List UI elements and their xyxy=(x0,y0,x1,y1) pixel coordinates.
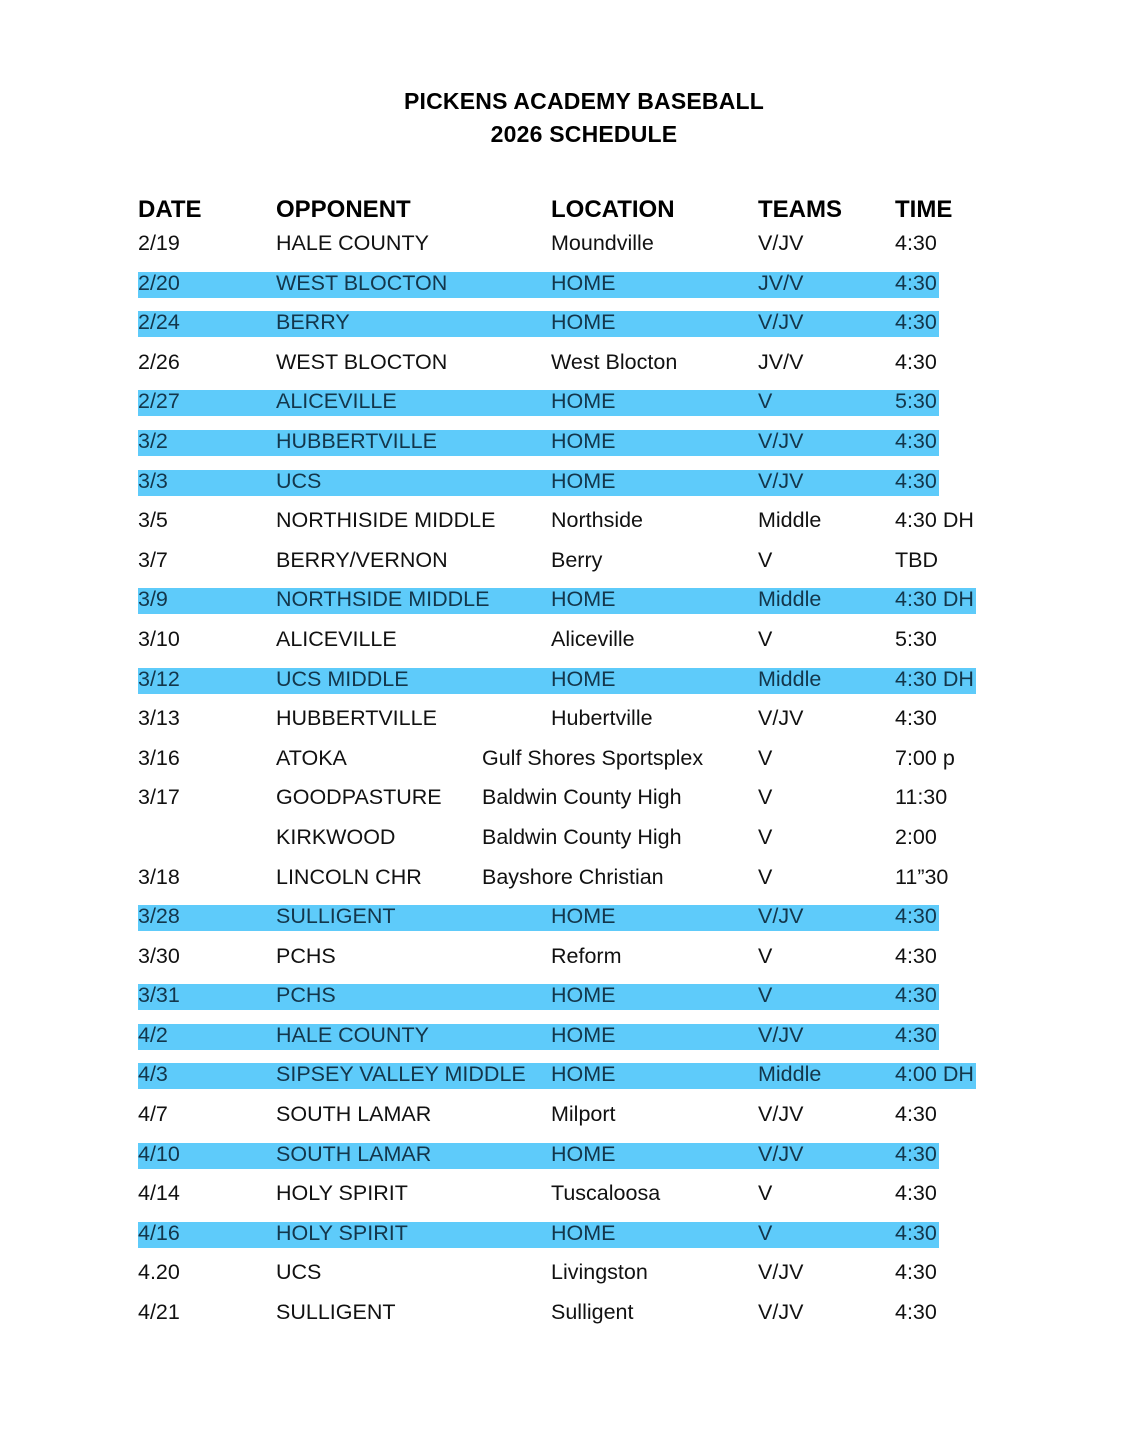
schedule-row xyxy=(0,1140,1122,1180)
cell-date: 2/24 xyxy=(138,310,180,335)
cell-teams: V xyxy=(758,983,773,1008)
cell-teams: V xyxy=(758,626,773,651)
cell-teams: V/JV xyxy=(758,468,804,493)
schedule-row xyxy=(0,585,1122,625)
cell-date: 3/5 xyxy=(138,508,168,533)
document-title: PICKENS ACADEMY BASEBALL xyxy=(403,88,765,114)
cell-location: Reform xyxy=(551,943,622,968)
cell-location: HOME xyxy=(551,468,616,493)
cell-teams: V/JV xyxy=(758,1260,804,1285)
cell-opponent: SULLIGENT xyxy=(276,1300,396,1325)
cell-location: West Blocton xyxy=(551,349,678,374)
cell-opponent: BERRY/VERNON xyxy=(276,547,448,572)
schedule-row xyxy=(0,467,1122,507)
cell-time: 4:30 xyxy=(895,1102,937,1127)
cell-date: 2/19 xyxy=(138,231,180,255)
cell-opponent: ALICEVILLE xyxy=(276,389,397,414)
schedule-row xyxy=(0,744,1122,784)
schedule-table xyxy=(0,229,1122,1338)
schedule-row xyxy=(0,506,1122,546)
schedule-row xyxy=(0,427,1122,467)
cell-teams: V/JV xyxy=(758,1300,804,1325)
cell-location: Livingston xyxy=(551,1260,648,1285)
cell-date: 3/9 xyxy=(138,587,168,612)
cell-time: 4:30 xyxy=(895,1181,937,1206)
cell-date: 3/28 xyxy=(138,904,180,929)
cell-opponent: WEST BLOCTON xyxy=(276,270,448,295)
cell-opponent: KIRKWOOD xyxy=(276,824,396,849)
cell-date: 3/30 xyxy=(138,943,180,968)
cell-teams: V xyxy=(758,1181,773,1206)
header-date: DATE xyxy=(138,196,202,223)
schedule-row xyxy=(0,783,1122,823)
header-opponent: OPPONENT xyxy=(276,196,411,223)
cell-time: 4:00 DH xyxy=(895,1062,974,1087)
cell-time: 4:30 xyxy=(895,231,937,255)
cell-time: 4:30 DH xyxy=(895,666,974,691)
cell-time: 5:30 xyxy=(895,626,937,651)
home-game-highlight xyxy=(138,905,939,931)
cell-opponent: NORTHISIDE MIDDLE xyxy=(276,508,496,533)
cell-location: HOME xyxy=(551,983,616,1008)
cell-time: 11”30 xyxy=(895,864,949,889)
cell-date: 2/20 xyxy=(138,270,180,295)
cell-location: Moundville xyxy=(551,231,654,255)
cell-opponent: NORTHSIDE MIDDLE xyxy=(276,587,490,612)
schedule-row xyxy=(0,1100,1122,1140)
schedule-row xyxy=(0,665,1122,705)
cell-location: Gulf Shores Sportsplex xyxy=(482,745,704,770)
schedule-row xyxy=(0,1219,1122,1259)
cell-location: HOME xyxy=(551,1141,616,1166)
cell-time: 4:30 xyxy=(895,270,937,295)
cell-location: HOME xyxy=(551,904,616,929)
header-teams: TEAMS xyxy=(758,196,842,223)
header-location: LOCATION xyxy=(551,196,675,223)
cell-teams: V xyxy=(758,547,773,572)
cell-opponent: HOLY SPIRIT xyxy=(276,1220,408,1245)
cell-location: Tuscaloosa xyxy=(551,1181,661,1206)
table-header xyxy=(0,196,1122,226)
cell-opponent: HALE COUNTY xyxy=(276,1022,429,1047)
cell-teams: V/JV xyxy=(758,904,804,929)
schedule-row xyxy=(0,308,1122,348)
cell-teams: V/JV xyxy=(758,428,804,453)
cell-opponent: HUBBERTVILLE xyxy=(276,706,437,731)
cell-location: HOME xyxy=(551,1022,616,1047)
schedule-row xyxy=(0,981,1122,1021)
cell-teams: Middle xyxy=(758,508,822,533)
cell-date: 3/18 xyxy=(138,864,180,889)
cell-time: 2:00 xyxy=(895,824,937,849)
home-game-highlight xyxy=(138,272,939,298)
cell-location: Berry xyxy=(551,547,603,572)
cell-date: 2/26 xyxy=(138,349,180,374)
cell-location: HOME xyxy=(551,270,616,295)
cell-opponent: SULLIGENT xyxy=(276,904,396,929)
cell-teams: V xyxy=(758,389,773,414)
cell-date: 3/2 xyxy=(138,428,168,453)
cell-date: 3/31 xyxy=(138,983,180,1008)
cell-location: HOME xyxy=(551,1062,616,1087)
cell-date: 4/7 xyxy=(138,1102,168,1127)
cell-time: 4:30 xyxy=(895,1300,937,1325)
cell-opponent: HALE COUNTY xyxy=(276,231,429,255)
cell-date: 2/27 xyxy=(138,389,180,414)
cell-teams: V xyxy=(758,745,773,770)
cell-opponent: GOODPASTURE xyxy=(276,785,442,810)
cell-time: 4:30 xyxy=(895,983,937,1008)
cell-date: 4/2 xyxy=(138,1022,168,1047)
cell-time: 11:30 xyxy=(895,785,948,810)
cell-opponent: UCS MIDDLE xyxy=(276,666,409,691)
cell-opponent: WEST BLOCTON xyxy=(276,349,448,374)
schedule-row xyxy=(0,823,1122,863)
cell-time: 4:30 xyxy=(895,1141,937,1166)
schedule-row xyxy=(0,902,1122,942)
cell-time: 7:00 p xyxy=(895,745,955,770)
schedule-row xyxy=(0,625,1122,665)
cell-time: 4:30 xyxy=(895,943,937,968)
cell-date: 3/12 xyxy=(138,666,180,691)
cell-time: 4:30 xyxy=(895,349,937,374)
cell-location: Hubertville xyxy=(551,706,653,731)
cell-teams: V/JV xyxy=(758,706,804,731)
cell-teams: V xyxy=(758,785,773,810)
schedule-row xyxy=(0,1258,1122,1298)
home-game-highlight xyxy=(138,1024,939,1050)
cell-date: 3/7 xyxy=(138,547,168,572)
cell-time: 4:30 xyxy=(895,428,937,453)
schedule-row xyxy=(0,387,1122,427)
cell-time: 4:30 xyxy=(895,1022,937,1047)
cell-teams: V xyxy=(758,943,773,968)
cell-date: 3/10 xyxy=(138,626,180,651)
cell-opponent: LINCOLN CHR xyxy=(276,864,422,889)
header-time: TIME xyxy=(895,196,953,223)
cell-teams: Middle xyxy=(758,1062,822,1087)
cell-time: TBD xyxy=(895,547,938,572)
home-game-highlight xyxy=(138,430,939,456)
cell-teams: V xyxy=(758,864,773,889)
schedule-row xyxy=(0,1060,1122,1100)
cell-teams: V/JV xyxy=(758,231,804,255)
cell-date: 4/10 xyxy=(138,1141,180,1166)
cell-location: Northside xyxy=(551,508,644,533)
home-game-highlight xyxy=(138,1222,939,1248)
cell-date: 4/16 xyxy=(138,1220,180,1245)
cell-location: Sulligent xyxy=(551,1300,634,1325)
schedule-row xyxy=(0,1021,1122,1061)
cell-time: 4:30 DH xyxy=(895,587,974,612)
schedule-row xyxy=(0,1298,1122,1338)
cell-opponent: SOUTH LAMAR xyxy=(276,1141,432,1166)
document-subtitle: 2026 SCHEDULE xyxy=(490,121,678,147)
cell-teams: JV/V xyxy=(758,270,804,295)
cell-date: 3/17 xyxy=(138,785,180,810)
cell-teams: Middle xyxy=(758,666,822,691)
cell-teams: V/JV xyxy=(758,1022,804,1047)
cell-time: 4:30 xyxy=(895,1260,937,1285)
cell-time: 4:30 xyxy=(895,1220,937,1245)
home-game-highlight xyxy=(138,311,939,337)
cell-date: 3/13 xyxy=(138,706,180,731)
cell-time: 5:30 xyxy=(895,389,937,414)
schedule-row xyxy=(0,269,1122,309)
cell-teams: Middle xyxy=(758,587,822,612)
cell-time: 4:30 xyxy=(895,310,937,335)
cell-date: 4/14 xyxy=(138,1181,180,1206)
cell-opponent: HUBBERTVILLE xyxy=(276,428,437,453)
cell-date: 3/3 xyxy=(138,468,168,493)
schedule-row xyxy=(0,1179,1122,1219)
cell-opponent: UCS xyxy=(276,468,322,493)
cell-date: 4.20 xyxy=(138,1260,180,1285)
cell-opponent: HOLY SPIRIT xyxy=(276,1181,408,1206)
cell-location: HOME xyxy=(551,666,616,691)
cell-teams: V/JV xyxy=(758,1102,804,1127)
cell-location: HOME xyxy=(551,587,616,612)
cell-teams: JV/V xyxy=(758,349,804,374)
home-game-highlight xyxy=(138,470,939,496)
cell-opponent: SOUTH LAMAR xyxy=(276,1102,432,1127)
cell-location: Aliceville xyxy=(551,626,635,651)
cell-opponent: ALICEVILLE xyxy=(276,626,397,651)
cell-location: Baldwin County High xyxy=(482,785,682,810)
home-game-highlight xyxy=(138,1143,939,1169)
cell-location: HOME xyxy=(551,1220,616,1245)
cell-teams: V/JV xyxy=(758,1141,804,1166)
schedule-row xyxy=(0,546,1122,586)
cell-teams: V xyxy=(758,1220,773,1245)
schedule-row xyxy=(0,942,1122,982)
cell-opponent: SIPSEY VALLEY MIDDLE xyxy=(276,1062,526,1087)
cell-time: 4:30 xyxy=(895,706,937,731)
cell-location: HOME xyxy=(551,428,616,453)
cell-location: HOME xyxy=(551,310,616,335)
cell-time: 4:30 xyxy=(895,904,937,929)
cell-teams: V/JV xyxy=(758,310,804,335)
cell-opponent: PCHS xyxy=(276,943,336,968)
cell-location: Milport xyxy=(551,1102,616,1127)
cell-opponent: BERRY xyxy=(276,310,350,335)
cell-teams: V xyxy=(758,824,773,849)
cell-date: 4/21 xyxy=(138,1300,180,1325)
cell-opponent: ATOKA xyxy=(276,745,347,770)
schedule-row xyxy=(0,348,1122,388)
cell-opponent: UCS xyxy=(276,1260,322,1285)
home-game-highlight xyxy=(138,390,939,416)
cell-opponent: PCHS xyxy=(276,983,336,1008)
cell-location: Baldwin County High xyxy=(482,824,682,849)
schedule-row xyxy=(0,704,1122,744)
cell-time: 4:30 xyxy=(895,468,937,493)
home-game-highlight xyxy=(138,984,939,1010)
schedule-row xyxy=(0,229,1122,269)
cell-time: 4:30 DH xyxy=(895,508,974,533)
schedule-row xyxy=(0,863,1122,903)
cell-location: HOME xyxy=(551,389,616,414)
cell-date: 4/3 xyxy=(138,1062,168,1087)
cell-date: 3/16 xyxy=(138,745,180,770)
cell-location: Bayshore Christian xyxy=(482,864,664,889)
